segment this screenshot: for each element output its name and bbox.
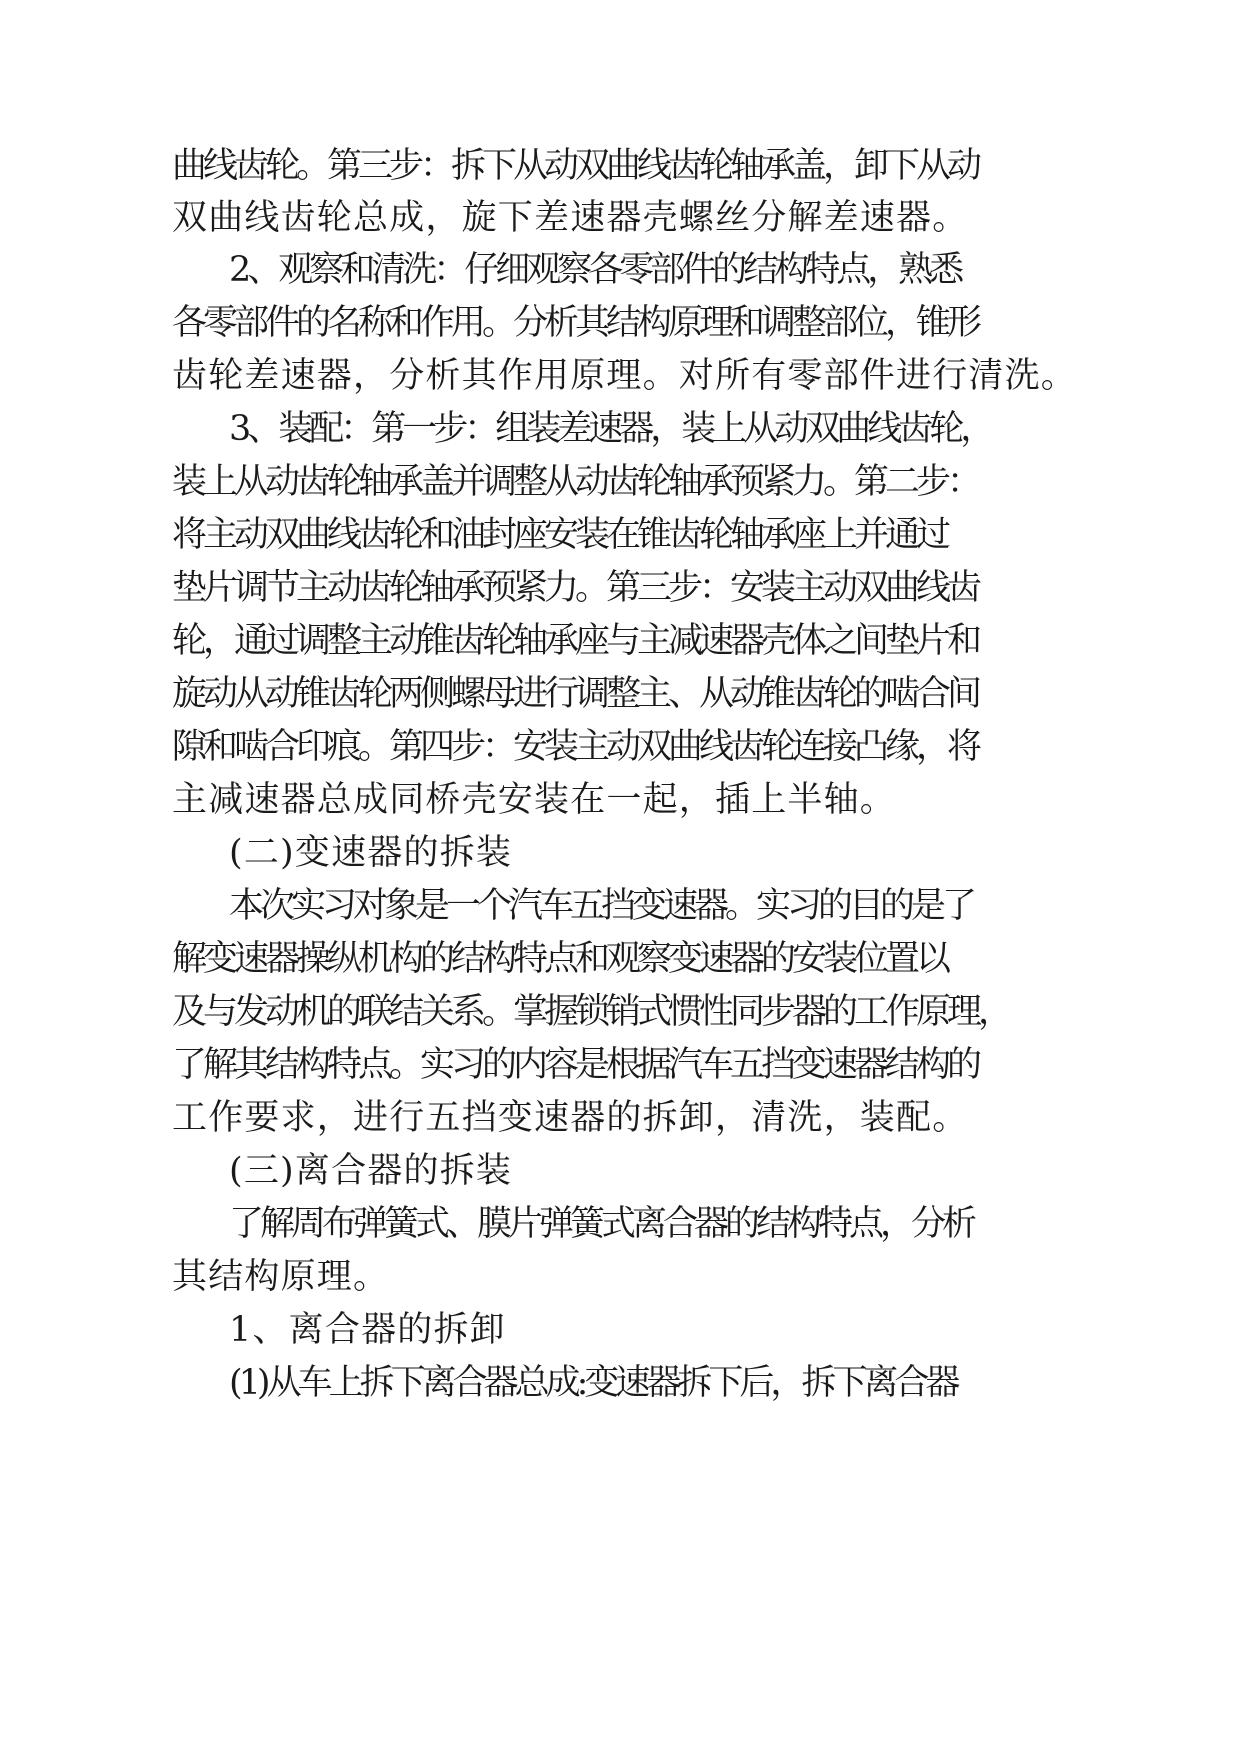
text-line: 隙和啮合印痕。第四步：安装主动双曲线齿轮连接凸缘，将 <box>172 727 979 767</box>
text-line: 2、观察和清洗：仔细观察各零部件的结构特点，熟悉 <box>229 250 961 290</box>
text-line: 旋动从动锥齿轮两侧螺母进行调整主、从动锥齿轮的啮合间 <box>172 674 979 714</box>
text-line: 各零部件的名称和作用。分析其结构原理和调整部位，锥形 <box>172 303 979 343</box>
subsection-heading: 1、离合器的拆卸 <box>229 1310 506 1350</box>
text-line: 垫片调节主动齿轮轴承预紧力。第三步：安装主动双曲线齿 <box>172 568 979 608</box>
text-line: 双曲线齿轮总成，旋下差速器壳螺丝分解差速器。 <box>172 198 969 238</box>
text-line: 将主动双曲线齿轮和油封座安装在锥齿轮轴承座上并通过 <box>172 515 948 555</box>
text-line: 其结构原理。 <box>172 1257 390 1297</box>
text-line: 了解周布弹簧式、膜片弹簧式离合器的结构特点，分析 <box>229 1204 974 1244</box>
text-line: (1)从车上拆下离合器总成:变速器拆下后，拆下离合器 <box>229 1363 957 1403</box>
section-heading: (二)变速器的拆装 <box>229 833 513 873</box>
text-line: 3、装配：第一步：组装差速器，装上从动双曲线齿轮， <box>229 409 992 449</box>
text-line: 主减速器总成同桥壳安装在一起，插上半轴。 <box>172 780 897 820</box>
text-line: 了解其结构特点。实习的内容是根据汽车五挡变速器结构的 <box>172 1045 979 1085</box>
section-heading: (三)离合器的拆装 <box>229 1151 513 1191</box>
text-line: 曲线齿轮。第三步：拆下从动双曲线齿轮轴承盖，卸下从动 <box>172 146 979 186</box>
text-line: 齿轮差速器，分析其作用原理。对所有零部件进行清洗。 <box>172 356 1078 396</box>
text-line: 及与发动机的联结关系。掌握锁销式惯性同步器的工作原理， <box>172 992 1010 1032</box>
text-line: 工作要求，进行五挡变速器的拆卸，清洗，装配。 <box>172 1098 969 1138</box>
text-line: 轮，通过调整主动锥齿轮轴承座与主减速器壳体之间垫片和 <box>172 621 979 661</box>
text-line: 装上从动齿轮轴承盖并调整从动齿轮轴承预紧力。第二步： <box>172 462 979 502</box>
text-line: 本次实习对象是一个汽车五挡变速器。实习的目的是了 <box>229 886 974 926</box>
text-line: 解变速器操纵机构的结构特点和观察变速器的安装位置以 <box>172 939 948 979</box>
